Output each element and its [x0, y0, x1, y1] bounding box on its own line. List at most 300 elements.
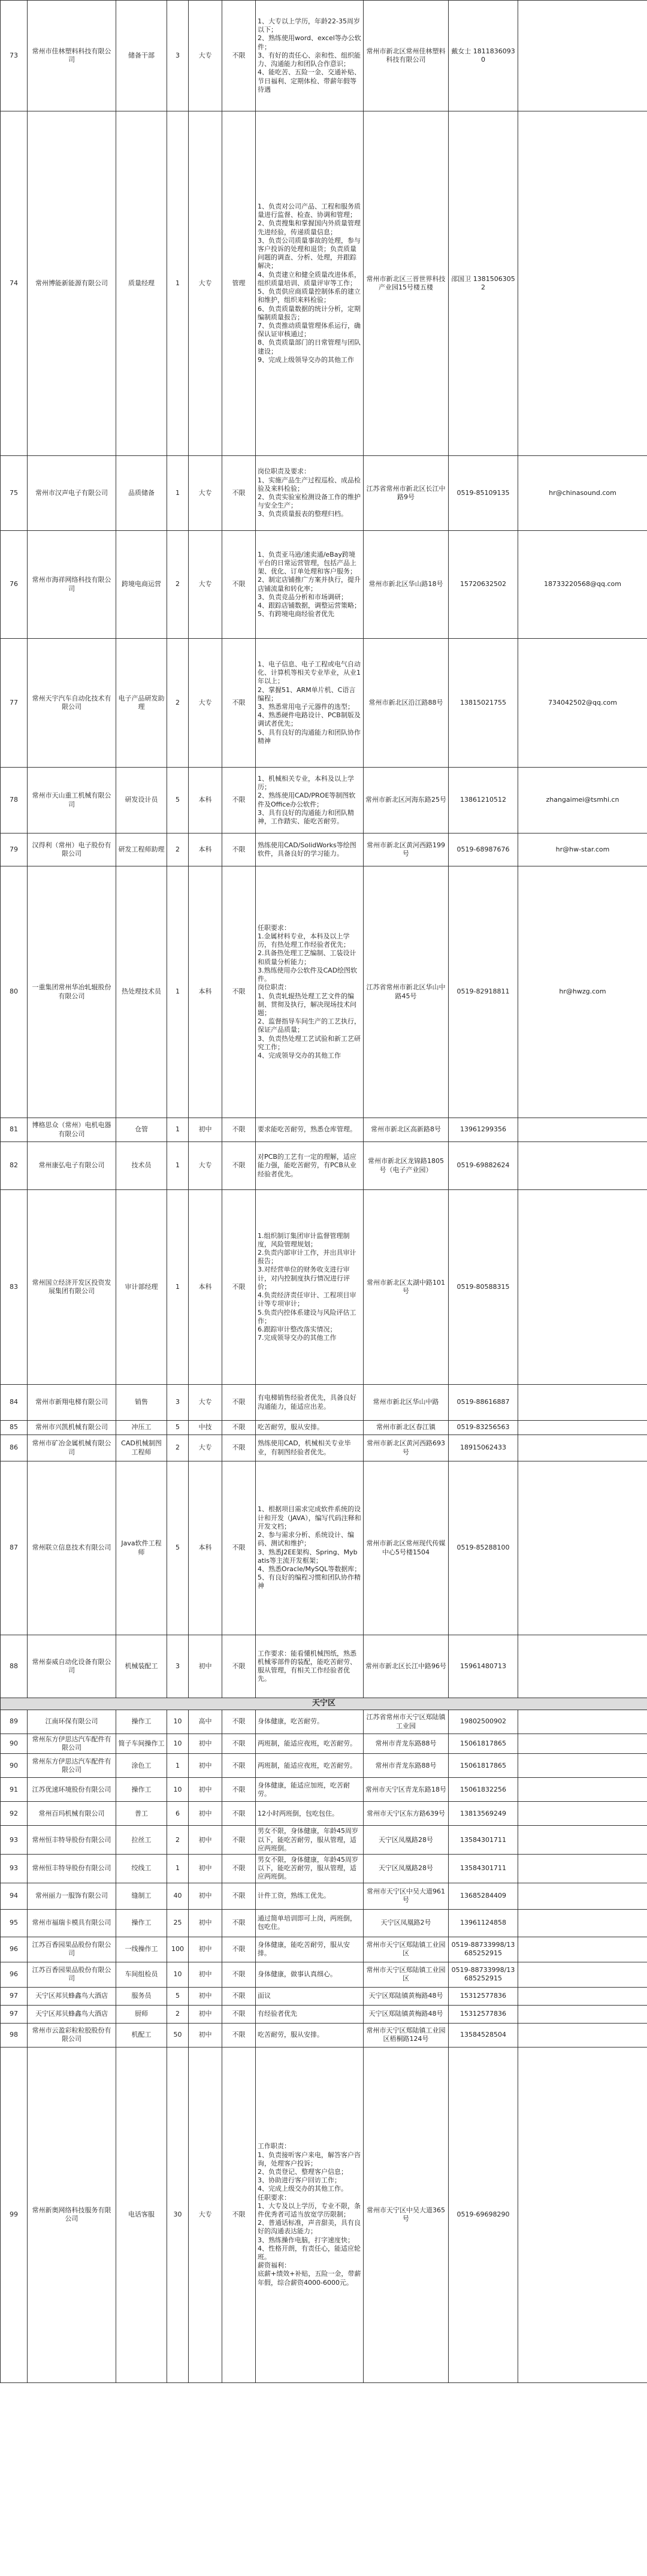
position-title: 研发设计员 — [116, 768, 167, 833]
table-row — [1, 1987, 647, 2005]
contact-phone: 15061817865 — [449, 1734, 518, 1754]
experience-requirement: 不限 — [222, 1435, 256, 1461]
contact-phone: 19802500902 — [449, 1710, 518, 1734]
contact-phone: 戴女士 18118360930 — [449, 1, 518, 111]
row-number: 93 — [1, 1855, 28, 1883]
contact-email — [518, 1190, 647, 1385]
job-description: 1、机械相关专业，本科及以上学历； 2、熟练使用CAD/PROE等制图软件及Office办公软件； 3、具有良好的沟通能力和团队精神，工作踏实、能吃苦耐劳。 — [256, 768, 364, 833]
job-description: 两班制，能适应夜班，吃苦耐劳。 — [256, 1754, 364, 1778]
contact-phone: 18915062433 — [449, 1435, 518, 1461]
table-row — [1, 866, 647, 1118]
contact-phone: 0519-80588315 — [449, 1190, 518, 1385]
work-address: 常州市新北区黄河西路199号 — [364, 833, 449, 866]
contact-phone: 13685284409 — [449, 1883, 518, 1909]
position-title: 厨师 — [116, 2005, 167, 2023]
experience-requirement: 不限 — [222, 1734, 256, 1754]
experience-requirement: 不限 — [222, 1461, 256, 1635]
experience-requirement: 不限 — [222, 1190, 256, 1385]
position-title: 普工 — [116, 1802, 167, 1826]
headcount: 1 — [167, 1118, 189, 1142]
education-requirement: 大专 — [189, 1, 222, 111]
headcount: 6 — [167, 1802, 189, 1826]
work-address: 常州市天宁区郑陆镇工业园区 — [364, 1937, 449, 1962]
work-address: 常州市天宁区中吴大道365号 — [364, 2047, 449, 2382]
company-name: 常州市云盈彩粒粒胶股份有限公司 — [28, 2023, 116, 2047]
table-row — [1, 768, 647, 833]
contact-phone: 13584301711 — [449, 1855, 518, 1883]
job-description: 1.组织制订集团审计监督管理制度，风险管理规划； 2.负责内部审计工作，并出具审计报告； 3.对经营单位的财务收支进行审计，对内控制度执行情况进行评价； 4.负责经济责任审计、工程项目审计等专项审计； 5.负责内控体系建设与风险评估工作； 6.跟踪审计整改落实情况； 7.完成领导交办的其他工作 — [256, 1190, 364, 1385]
contact-email — [518, 1802, 647, 1826]
headcount: 1 — [167, 111, 189, 456]
experience-requirement: 不限 — [222, 1421, 256, 1435]
education-requirement: 本科 — [189, 768, 222, 833]
contact-phone: 0519-68987676 — [449, 833, 518, 866]
headcount: 1 — [167, 1190, 189, 1385]
experience-requirement: 不限 — [222, 1826, 256, 1855]
contact-phone: 0519-82918811 — [449, 866, 518, 1118]
work-address: 常州市新北区长江中路96号 — [364, 1635, 449, 1698]
position-title: 审计部经理 — [116, 1190, 167, 1385]
company-name: 常州天宇汽车自动化技术有限公司 — [28, 639, 116, 768]
row-number: 95 — [1, 1909, 28, 1937]
contact-phone: 15720632502 — [449, 531, 518, 639]
headcount: 1 — [167, 1855, 189, 1883]
contact-phone: 0519-83256563 — [449, 1421, 518, 1435]
row-number: 74 — [1, 111, 28, 456]
company-name: 江苏百香园果品股份有限公司 — [28, 1962, 116, 1987]
headcount: 5 — [167, 1987, 189, 2005]
job-description: 对PCB的工艺有一定的理解，适应能力强，能吃苦耐劳，有PCB从业经验者优先。 — [256, 1142, 364, 1190]
position-title: 车间组检员 — [116, 1962, 167, 1987]
contact-email — [518, 1778, 647, 1802]
job-description: 身体健康，吃苦耐劳。 — [256, 1710, 364, 1734]
experience-requirement: 不限 — [222, 1778, 256, 1802]
table-row — [1, 1190, 647, 1385]
contact-phone: 13815021755 — [449, 639, 518, 768]
row-number: 96 — [1, 1937, 28, 1962]
job-description: 有经验者优先 — [256, 2005, 364, 2023]
experience-requirement: 不限 — [222, 768, 256, 833]
experience-requirement: 不限 — [222, 1855, 256, 1883]
row-number: 77 — [1, 639, 28, 768]
job-description: 吃苦耐劳，服从安排。 — [256, 2023, 364, 2047]
table-row — [1, 1778, 647, 1802]
work-address: 天宁区凤凰路28号 — [364, 1826, 449, 1855]
position-title: 服务员 — [116, 1987, 167, 2005]
headcount: 1 — [167, 1142, 189, 1190]
education-requirement: 初中 — [189, 1802, 222, 1826]
section-title-tianning: 天宁区 — [1, 1698, 647, 1710]
table-row — [1, 1118, 647, 1142]
headcount: 2 — [167, 833, 189, 866]
company-name: 常州市新翔电梯有限公司 — [28, 1385, 116, 1421]
position-title: 储备干部 — [116, 1, 167, 111]
position-title: 销售 — [116, 1385, 167, 1421]
row-number: 82 — [1, 1142, 28, 1190]
position-title: 操作工 — [116, 1778, 167, 1802]
job-description: 两班制，能适应夜班，吃苦耐劳。 — [256, 1734, 364, 1754]
contact-email — [518, 1385, 647, 1421]
education-requirement: 中技 — [189, 1421, 222, 1435]
education-requirement: 大专 — [189, 639, 222, 768]
experience-requirement: 管理 — [222, 111, 256, 456]
row-number: 96 — [1, 1962, 28, 1987]
headcount: 2 — [167, 1826, 189, 1855]
education-requirement: 大专 — [189, 111, 222, 456]
position-title: 品质储备 — [116, 456, 167, 531]
row-number: 87 — [1, 1461, 28, 1635]
company-name: 江南环保有限公司 — [28, 1710, 116, 1734]
contact-email — [518, 1734, 647, 1754]
headcount: 10 — [167, 1962, 189, 1987]
contact-email — [518, 1826, 647, 1855]
contact-email — [518, 1937, 647, 1962]
contact-email — [518, 1855, 647, 1883]
work-address: 常州市天宁区郑陆镇工业园区 — [364, 1962, 449, 1987]
row-number: 75 — [1, 456, 28, 531]
headcount: 10 — [167, 1778, 189, 1802]
education-requirement: 本科 — [189, 866, 222, 1118]
row-number: 76 — [1, 531, 28, 639]
education-requirement: 大专 — [189, 1435, 222, 1461]
company-name: 一重集团常州华冶轧辊股份有限公司 — [28, 866, 116, 1118]
education-requirement: 初中 — [189, 1987, 222, 2005]
contact-email — [518, 1962, 647, 1987]
company-name: 常州泰威自动化设备有限公司 — [28, 1635, 116, 1698]
experience-requirement: 不限 — [222, 1883, 256, 1909]
row-number: 91 — [1, 1778, 28, 1802]
table-row — [1, 1710, 647, 1734]
education-requirement: 大专 — [189, 456, 222, 531]
position-title: 绞线工 — [116, 1855, 167, 1883]
job-description: 1、负责亚马逊/速卖通/eBay跨境平台的日常运营管理，包括产品上架、优化、订单处理和客户服务； 2、制定店铺推广方案并执行，提升店铺流量和转化率； 3、负责竞品分析和市场调研； 4、跟踪店铺数据，调整运营策略； 5、有跨境电商经验者优先 — [256, 531, 364, 639]
work-address: 常州市新北区三晋世界科技产业园15号楼五楼 — [364, 111, 449, 456]
row-number: 99 — [1, 2047, 28, 2382]
contact-email — [518, 1421, 647, 1435]
position-title: 热处理技术员 — [116, 866, 167, 1118]
education-requirement: 大专 — [189, 2047, 222, 2382]
contact-phone: 0519-69698290 — [449, 2047, 518, 2382]
experience-requirement: 不限 — [222, 1, 256, 111]
contact-email — [518, 1909, 647, 1937]
table-row — [1, 1855, 647, 1883]
contact-email — [518, 111, 647, 456]
row-number: 86 — [1, 1435, 28, 1461]
headcount: 2 — [167, 2005, 189, 2023]
table-row — [1, 111, 647, 456]
experience-requirement: 不限 — [222, 2047, 256, 2382]
work-address: 江苏省常州市新北区华山中路45号 — [364, 866, 449, 1118]
education-requirement: 初中 — [189, 1855, 222, 1883]
contact-phone: 0519-69882624 — [449, 1142, 518, 1190]
experience-requirement: 不限 — [222, 1909, 256, 1937]
work-address: 天宁区凤凰路2号 — [364, 1909, 449, 1937]
company-name: 常州百玛机械有限公司 — [28, 1802, 116, 1826]
row-number: 78 — [1, 768, 28, 833]
education-requirement: 初中 — [189, 2005, 222, 2023]
contact-phone: 15061817865 — [449, 1754, 518, 1778]
headcount: 1 — [167, 866, 189, 1118]
education-requirement: 初中 — [189, 1754, 222, 1778]
experience-requirement: 不限 — [222, 456, 256, 531]
contact-phone: 13861210512 — [449, 768, 518, 833]
job-description: 任职要求： 1.金属材料专业，本科及以上学历，有热处理工作经验者优先； 2.具备热处理工艺编制、工装设计和质量分析能力； 3.熟练使用办公软件及CAD绘图软件。 岗位职责： 1、负责轧辊热处理工艺文件的编制、贯彻及执行，解决现场技术问题； 2、监督指导车间生产的工艺执行，保证产品质量； 3、负责热处理工艺试验和新工艺研究工作； 4、完成领导交办的其他工作 — [256, 866, 364, 1118]
work-address: 天宁区郑陆镇黄梅路48号 — [364, 2005, 449, 2023]
job-description: 熟练使用CAD，机械相关专业毕业，有制图经验者优先。 — [256, 1435, 364, 1461]
company-name: 常州博能新能源有限公司 — [28, 111, 116, 456]
job-description: 男女不限，身体健康，年龄45周岁以下，能吃苦耐劳，服从管理，适应两班倒。 — [256, 1855, 364, 1883]
position-title: 仓管 — [116, 1118, 167, 1142]
position-title: CAD机械制图工程师 — [116, 1435, 167, 1461]
contact-email — [518, 1883, 647, 1909]
education-requirement: 初中 — [189, 1937, 222, 1962]
table-row — [1, 456, 647, 531]
education-requirement: 本科 — [189, 833, 222, 866]
company-name: 常州丽力一服饰有限公司 — [28, 1883, 116, 1909]
position-title: 机配工 — [116, 2023, 167, 2047]
contact-phone: 15312577836 — [449, 1987, 518, 2005]
work-address: 常州市新北区太湖中路101号 — [364, 1190, 449, 1385]
work-address: 常州市新北区华山路18号 — [364, 531, 449, 639]
experience-requirement: 不限 — [222, 1987, 256, 2005]
work-address: 常州市天宁区东方路639号 — [364, 1802, 449, 1826]
headcount: 100 — [167, 1937, 189, 1962]
experience-requirement: 不限 — [222, 1802, 256, 1826]
work-address: 常州市天宁区青龙东路18号 — [364, 1778, 449, 1802]
job-description: 1、电子信息、电子工程或电气自动化、计算机等相关专业毕业，从业1年以上； 2、掌握51、ARM单片机、C语言编程； 3、熟悉常用电子元器件的选型； 4、熟悉硬件电路设计、PCB制版及调试者优先； 5、具有良好的沟通能力和团队协作精神 — [256, 639, 364, 768]
education-requirement: 本科 — [189, 1190, 222, 1385]
table-row — [1, 1826, 647, 1855]
work-address: 江苏省常州市天宁区郑陆镇工业园 — [364, 1710, 449, 1734]
contact-email — [518, 2005, 647, 2023]
row-number: 85 — [1, 1421, 28, 1435]
row-number: 80 — [1, 866, 28, 1118]
company-name: 常州东方伊思达汽车配件有限公司 — [28, 1734, 116, 1754]
headcount: 1 — [167, 1754, 189, 1778]
contact-email — [518, 1142, 647, 1190]
experience-requirement: 不限 — [222, 1937, 256, 1962]
experience-requirement: 不限 — [222, 1385, 256, 1421]
position-title: 拉丝工 — [116, 1826, 167, 1855]
contact-email — [518, 1435, 647, 1461]
experience-requirement: 不限 — [222, 639, 256, 768]
position-title: 冲压工 — [116, 1421, 167, 1435]
position-title: 电子产品研发助理 — [116, 639, 167, 768]
section-header-row — [1, 1698, 647, 1710]
headcount: 10 — [167, 1734, 189, 1754]
work-address: 天宁区郑陆镇黄梅路48号 — [364, 1987, 449, 2005]
position-title: 机械装配工 — [116, 1635, 167, 1698]
row-number: 94 — [1, 1883, 28, 1909]
contact-phone: 0519-85288100 — [449, 1461, 518, 1635]
job-description: 工作要求：能看懂机械图纸，熟悉机械零部件的装配，能吃苦耐劳、服从管理，有相关工作经验者优先。 — [256, 1635, 364, 1698]
table-row — [1, 2023, 647, 2047]
row-number: 81 — [1, 1118, 28, 1142]
contact-phone: 15312577836 — [449, 2005, 518, 2023]
contact-email: zhangaimei@tsmhi.cn — [518, 768, 647, 833]
job-description: 12小时两班倒，包吃包住。 — [256, 1802, 364, 1826]
work-address: 常州市新北区华山中路 — [364, 1385, 449, 1421]
work-address: 江苏省常州市新北区长江中路9号 — [364, 456, 449, 531]
work-address: 常州市青龙东路88号 — [364, 1754, 449, 1778]
job-description: 工作职责： 1、负责接听客户来电，解答客户咨询，处理客户投诉； 2、负责登记、整理客户信息； 3、协助进行客户回访工作； 4、完成上级交办的其他工作。 任职要求： 1、大专及以上学历，专业不限，条件优秀者可适当放宽学历限制； 2、普通话标准，声音甜美，具有良好的沟通表达能力； 3、熟练操作电脑，打字速度快； 4、性格开朗，有责任心，能适应轮班。 薪资福利： 底薪+绩效+补贴，五险一金，带薪年假，综合薪资4000-6000元。 — [256, 2047, 364, 2382]
education-requirement: 本科 — [189, 1461, 222, 1635]
company-name: 常州市福瑞卡模具有限公司 — [28, 1909, 116, 1937]
contact-email: hr@hwzg.com — [518, 866, 647, 1118]
contact-phone: 0519-88616887 — [449, 1385, 518, 1421]
position-title: 操作工 — [116, 1909, 167, 1937]
contact-phone: 15961480713 — [449, 1635, 518, 1698]
experience-requirement: 不限 — [222, 1118, 256, 1142]
experience-requirement: 不限 — [222, 2023, 256, 2047]
experience-requirement: 不限 — [222, 1710, 256, 1734]
education-requirement: 初中 — [189, 1734, 222, 1754]
work-address: 常州市新北区常州佳林塑料科技有限公司 — [364, 1, 449, 111]
row-number: 90 — [1, 1754, 28, 1778]
contact-email — [518, 1987, 647, 2005]
company-name: 常州市汉声电子有限公司 — [28, 456, 116, 531]
table-row — [1, 1, 647, 111]
experience-requirement: 不限 — [222, 833, 256, 866]
work-address: 常州市新北区高新路8号 — [364, 1118, 449, 1142]
company-name: 常州东方伊思达汽车配件有限公司 — [28, 1754, 116, 1778]
row-number: 92 — [1, 1802, 28, 1826]
headcount: 1 — [167, 456, 189, 531]
table-row — [1, 1461, 647, 1635]
education-requirement: 大专 — [189, 1385, 222, 1421]
headcount: 25 — [167, 1909, 189, 1937]
job-description: 有电梯销售经验者优先，具备良好沟通能力，能适应出差。 — [256, 1385, 364, 1421]
experience-requirement: 不限 — [222, 1142, 256, 1190]
company-name: 常州市矿冶金属机械有限公司 — [28, 1435, 116, 1461]
job-description: 岗位职责及要求： 1、实施产品生产过程巡检、成品检验及来料检验； 2、负责实验室检测设备工作的维护与安全生产； 3、负责质量报表的整理归档。 — [256, 456, 364, 531]
table-row — [1, 1802, 647, 1826]
contact-email — [518, 1118, 647, 1142]
education-requirement: 初中 — [189, 1883, 222, 1909]
headcount: 3 — [167, 1, 189, 111]
company-name: 江苏优速环境股份有限公司 — [28, 1778, 116, 1802]
company-name: 常州康弘电子有限公司 — [28, 1142, 116, 1190]
company-name: 常州市海祥网络科技有限公司 — [28, 531, 116, 639]
education-requirement: 初中 — [189, 2023, 222, 2047]
row-number: 88 — [1, 1635, 28, 1698]
contact-email: hr@hw-star.com — [518, 833, 647, 866]
table-row — [1, 1962, 647, 1987]
work-address: 常州市新北区常州现代传媒中心5号楼1504 — [364, 1461, 449, 1635]
company-name: 常州新奥网络科技服务有限公司 — [28, 2047, 116, 2382]
job-description: 男女不限，身体健康，年龄45周岁以下，能吃苦耐劳，服从管理，适应两班倒。 — [256, 1826, 364, 1855]
position-title: 电话客服 — [116, 2047, 167, 2382]
experience-requirement: 不限 — [222, 1962, 256, 1987]
job-description: 计件工资，熟练工优先。 — [256, 1883, 364, 1909]
position-title: 质量经理 — [116, 111, 167, 456]
headcount: 40 — [167, 1883, 189, 1909]
row-number: 93 — [1, 1826, 28, 1855]
position-title: 涂色工 — [116, 1754, 167, 1778]
contact-phone: 0519-88733998/13685252915 — [449, 1937, 518, 1962]
education-requirement: 大专 — [189, 531, 222, 639]
work-address: 常州市新北区沿江路88号 — [364, 639, 449, 768]
contact-email — [518, 2047, 647, 2382]
company-name: 汉得利（常州）电子股份有限公司 — [28, 833, 116, 866]
headcount: 5 — [167, 768, 189, 833]
table-row — [1, 833, 647, 866]
headcount: 3 — [167, 1385, 189, 1421]
contact-phone: 0519-88733998/13685252915 — [449, 1962, 518, 1987]
experience-requirement: 不限 — [222, 531, 256, 639]
contact-email — [518, 1635, 647, 1698]
company-name: 常州联立信息技术有限公司 — [28, 1461, 116, 1635]
education-requirement: 高中 — [189, 1710, 222, 1734]
contact-phone: 13584301711 — [449, 1826, 518, 1855]
education-requirement: 初中 — [189, 1962, 222, 1987]
contact-phone: 15061832256 — [449, 1778, 518, 1802]
education-requirement: 初中 — [189, 1909, 222, 1937]
table-row — [1, 2005, 647, 2023]
row-number: 90 — [1, 1734, 28, 1754]
job-description: 1、大专以上学历，年龄22-35周岁以下； 2、熟练使用word、excel等办公软件； 3、有好的责任心、亲和性、组织能力、沟通能力和团队合作意识； 4、能吃苦、五险一金、交通补贴、节日福利、定期体检、带薪年假等待遇 — [256, 1, 364, 111]
headcount: 50 — [167, 2023, 189, 2047]
position-title: Java软件工程师 — [116, 1461, 167, 1635]
row-number: 84 — [1, 1385, 28, 1421]
contact-email — [518, 1754, 647, 1778]
company-name: 常州市兴凯机械有限公司 — [28, 1421, 116, 1435]
table-row — [1, 1754, 647, 1778]
experience-requirement: 不限 — [222, 866, 256, 1118]
table-row — [1, 639, 647, 768]
work-address: 常州市青龙东路88号 — [364, 1734, 449, 1754]
work-address: 常州市新北区春江镇 — [364, 1421, 449, 1435]
job-description: 熟练使用CAD/SolidWorks等绘图软件，具备良好的学习能力。 — [256, 833, 364, 866]
row-number: 98 — [1, 2023, 28, 2047]
table-row — [1, 2047, 647, 2382]
contact-email — [518, 1461, 647, 1635]
contact-phone: 13584528504 — [449, 2023, 518, 2047]
job-description: 吃苦耐劳，服从安排。 — [256, 1421, 364, 1435]
work-address: 常州市新北区龙锦路1805号（电子产业园） — [364, 1142, 449, 1190]
table-row — [1, 1142, 647, 1190]
education-requirement: 初中 — [189, 1635, 222, 1698]
company-name: 常州市佳林塑料科技有限公司 — [28, 1, 116, 111]
table-row — [1, 1421, 647, 1435]
company-name: 天宁区邦贝蜂鑫鸟大酒店 — [28, 2005, 116, 2023]
contact-email: 18733220568@qq.com — [518, 531, 647, 639]
experience-requirement: 不限 — [222, 1754, 256, 1778]
company-name: 常州国立经济开发区投资发展集团有限公司 — [28, 1190, 116, 1385]
position-title: 缝制工 — [116, 1883, 167, 1909]
headcount: 5 — [167, 1461, 189, 1635]
work-address: 常州市新北区黄河西路693号 — [364, 1435, 449, 1461]
headcount: 10 — [167, 1710, 189, 1734]
company-name: 天宁区邦贝蜂鑫鸟大酒店 — [28, 1987, 116, 2005]
company-name: 常州恒丰特导股份有限公司 — [28, 1855, 116, 1883]
contact-phone: 13813569249 — [449, 1802, 518, 1826]
job-description: 面议 — [256, 1987, 364, 2005]
job-description: 身体健康，能适应加班，吃苦耐劳。 — [256, 1778, 364, 1802]
job-description: 要求能吃苦耐劳，熟悉仓库管理。 — [256, 1118, 364, 1142]
contact-email — [518, 1710, 647, 1734]
work-address: 天宁区凤凰路28号 — [364, 1855, 449, 1883]
table-row — [1, 1635, 647, 1698]
job-description: 1、负责对公司产品、工程和服务质量进行监督、检查、协调和管理； 2、负责搜集和掌握国内外质量管理先进经验，传递质量信息； 3、负责公司质量事故的处理，参与客户投诉的处理和退货；负责质量问题的调查、分析、处理，并跟踪解决； 4、负责建立和健全质量改进体系，组织质量培训、质量评审等工作； 5、负责供应商质量控制体系的建立和维护，组织来料检验； 6、负责质量数据的统计分析，定期编制质量报告； 7、负责推动质量管理体系运行，确保认证审核通过； 8、负责质量部门的日常管理与团队建设； 9、完成上级领导交办的其他工作 — [256, 111, 364, 456]
education-requirement: 初中 — [189, 1118, 222, 1142]
experience-requirement: 不限 — [222, 2005, 256, 2023]
contact-phone: 13961299356 — [449, 1118, 518, 1142]
company-name: 常州市天山重工机械有限公司 — [28, 768, 116, 833]
table-row — [1, 1883, 647, 1909]
company-name: 江苏百香园果品股份有限公司 — [28, 1937, 116, 1962]
headcount: 2 — [167, 531, 189, 639]
